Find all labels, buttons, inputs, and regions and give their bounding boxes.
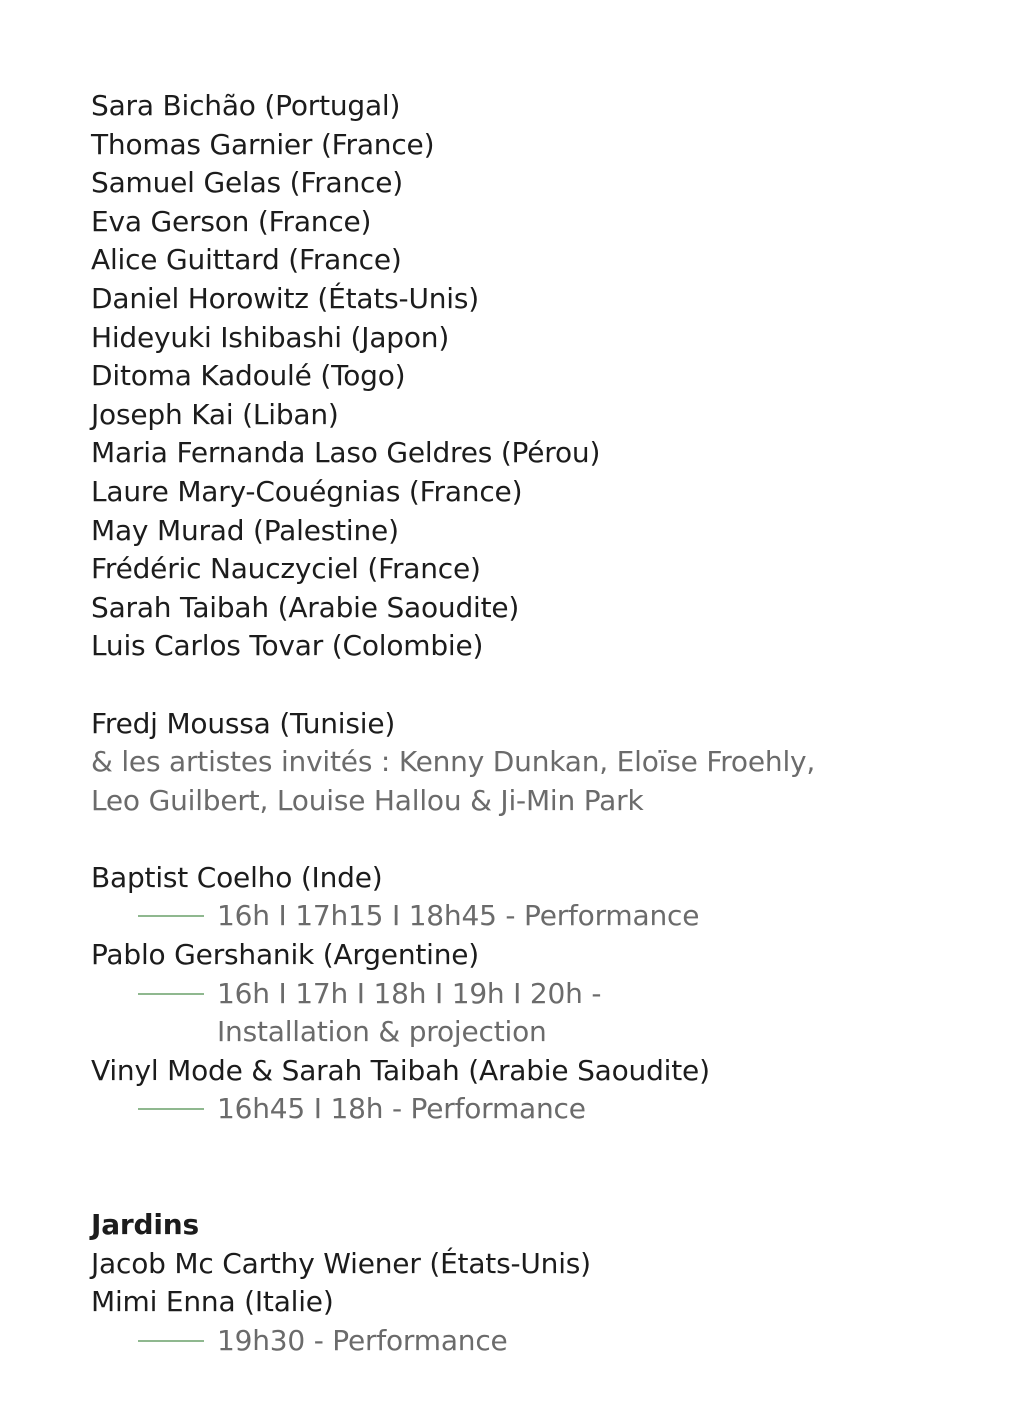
artist-entry: Eva Gerson (France): [91, 204, 372, 238]
schedule-line: 16h I 17h I 18h I 19h I 20h -: [217, 976, 602, 1010]
schedule-dash: [138, 993, 204, 995]
performance-list: [91, 859, 991, 1129]
artist-entry: Laure Mary-Couégnias (France): [91, 474, 523, 508]
artist-entry: Daniel Horowitz (États-Unis): [91, 281, 479, 315]
artist-entry: May Murad (Palestine): [91, 513, 399, 547]
section-heading: Jardins: [91, 1208, 199, 1242]
spacer: [91, 1129, 991, 1206]
schedule-dash: [138, 1108, 204, 1110]
schedule-dash: [138, 1340, 204, 1342]
artist-entry: Joseph Kai (Liban): [91, 397, 339, 431]
schedule-text: 19h30 - Performance: [217, 1323, 508, 1357]
performer-name: Pablo Gershanik (Argentine): [91, 938, 480, 972]
schedule-text: 16h I 17h15 I 18h45 - Performance: [217, 899, 700, 933]
schedule-text: 16h45 I 18h - Performance: [217, 1092, 586, 1126]
artist-entry: Jacob Mc Carthy Wiener (États-Unis): [91, 1246, 591, 1280]
schedule-text: [217, 975, 601, 1052]
spacer: [91, 820, 991, 859]
jardins-section: [91, 1206, 991, 1360]
artist-entry: Mimi Enna (Italie): [91, 1285, 334, 1319]
artist-entry: Fredj Moussa (Tunisie): [91, 706, 396, 740]
artist-entry: Alice Guittard (France): [91, 243, 402, 277]
schedule-row: [91, 1090, 991, 1129]
schedule-row: [91, 975, 991, 1052]
artist-entry: Samuel Gelas (France): [91, 166, 403, 200]
artist-entry: Luis Carlos Tovar (Colombie): [91, 629, 484, 663]
schedule-row: [91, 897, 991, 936]
artist-entry: Frédéric Nauczyciel (France): [91, 552, 481, 586]
spacer: [91, 666, 991, 705]
schedule-line: Installation & projection: [217, 1015, 547, 1049]
artist-entry: Ditoma Kadoulé (Togo): [91, 359, 406, 393]
artist-entry: Maria Fernanda Laso Geldres (Pérou): [91, 436, 601, 470]
guest-artists-line: & les artistes invités : Kenny Dunkan, Eloïse Froehly,: [91, 745, 816, 779]
artist-entry: Sarah Taibah (Arabie Saoudite): [91, 590, 520, 624]
performer-name: Vinyl Mode & Sarah Taibah (Arabie Saoudite): [91, 1053, 710, 1087]
schedule-dash: [138, 915, 204, 917]
artist-program-page: [91, 87, 991, 1360]
artist-entry: Thomas Garnier (France): [91, 127, 435, 161]
artist-entry: Sara Bichão (Portugal): [91, 89, 401, 122]
performer-name: Baptist Coelho (Inde): [91, 860, 383, 894]
schedule-row: [91, 1322, 991, 1361]
artist-list: [91, 87, 991, 666]
guest-artists-line: Leo Guilbert, Louise Hallou & Ji-Min Park: [91, 783, 644, 817]
guest-artists-block: [91, 705, 991, 821]
artist-entry: Hideyuki Ishibashi (Japon): [91, 320, 450, 354]
